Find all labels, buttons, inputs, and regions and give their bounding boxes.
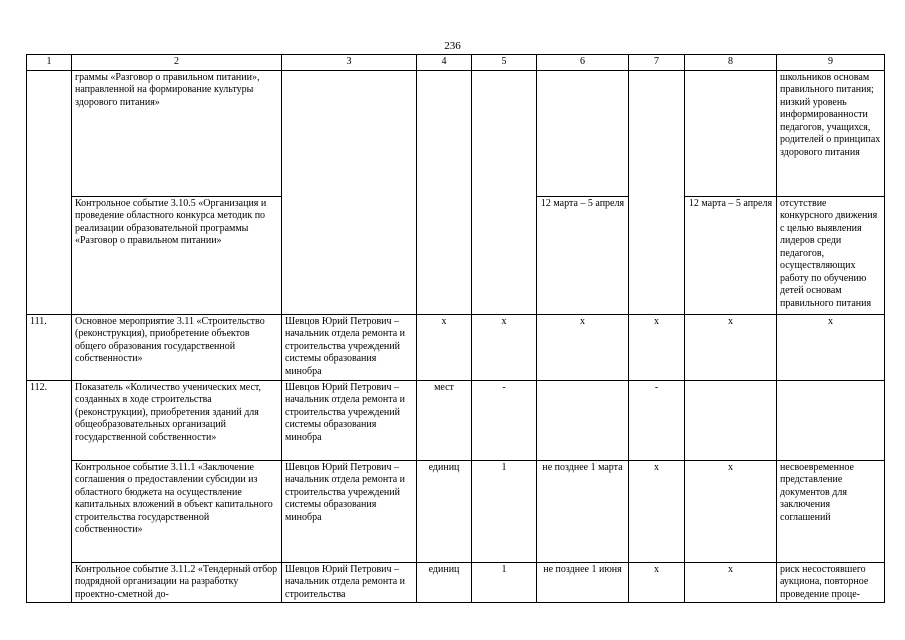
table-cell-risk: несвоевременное представление документов для заключения соглашений (777, 460, 885, 562)
table-cell (537, 380, 629, 460)
table-row (27, 380, 885, 460)
table-cell-responsible: Шевцов Юрий Петрович – начальник отдела ремонта и строительства учреждений системы образования минобра (282, 380, 417, 460)
table-cell: 1 (472, 562, 537, 603)
table-cell (282, 70, 417, 314)
table-cell: x (685, 562, 777, 603)
row-number: 112. (27, 380, 72, 603)
table-cell-risk: риск несостоявшего аукциона, повторное проведение проце- (777, 562, 885, 603)
column-header: 3 (282, 55, 417, 71)
table-cell: x (629, 562, 685, 603)
column-header: 7 (629, 55, 685, 71)
table-cell-name: Показатель «Количество ученических мест, созданных в ходе строительства (реконструкции), приобретения зданий для общеобразовательных организаций государственной собственности» (72, 380, 282, 460)
column-header: 4 (417, 55, 472, 71)
table-cell (685, 70, 777, 196)
table-cell (27, 70, 72, 314)
column-header: 1 (27, 55, 72, 71)
table-cell: - (629, 380, 685, 460)
table-cell: x (685, 314, 777, 380)
table-cell-date: не позднее 1 марта (537, 460, 629, 562)
table-cell (537, 70, 629, 196)
column-header: 8 (685, 55, 777, 71)
table-cell-name: Контрольное событие 3.11.1 «Заключение соглашения о предоставлении субсидии из областного бюджета на осуществление капитальных вложений в объект капитального строительства государственной собственности» (72, 460, 282, 562)
table-cell-unit: единиц (417, 460, 472, 562)
table-cell: x (472, 314, 537, 380)
table-cell-name: Основное мероприятие 3.11 «Строительство (реконструкция), приобретение объектов общего образования государственной собственности» (72, 314, 282, 380)
table-cell-name: Контрольное событие 3.11.2 «Тендерный отбор подрядной организации на разработку проектно-сметной до- (72, 562, 282, 603)
column-header: 9 (777, 55, 885, 71)
table-cell-date: 12 марта – 5 апреля (685, 196, 777, 314)
column-header: 2 (72, 55, 282, 71)
table-cell (417, 70, 472, 314)
table-cell: - (472, 380, 537, 460)
column-header: 5 (472, 55, 537, 71)
table-cell-responsible: Шевцов Юрий Петрович – начальник отдела ремонта и строительства (282, 562, 417, 603)
document-table (26, 54, 885, 603)
table-cell: x (685, 460, 777, 562)
table-cell: x (629, 314, 685, 380)
table-cell: x (777, 314, 885, 380)
table-cell (777, 380, 885, 460)
table-cell (685, 380, 777, 460)
table-cell (629, 70, 685, 314)
row-number: 111. (27, 314, 72, 380)
table-cell-responsible: Шевцов Юрий Петрович – начальник отдела ремонта и строительства учреждений системы образования минобра (282, 460, 417, 562)
table-cell-unit: мест (417, 380, 472, 460)
table-cell: x (537, 314, 629, 380)
table-row (27, 460, 885, 562)
table-cell-name: Контрольное событие 3.10.5 «Организация и проведение областного конкурса методик по реализации образовательной программы «Разговор о правильном питании» (72, 196, 282, 314)
table-cell-name: граммы «Разговор о правильном питании», направленной на формирование культуры здорового питания» (72, 70, 282, 196)
table-row (27, 70, 885, 196)
table-cell: 1 (472, 460, 537, 562)
table-cell-date: 12 марта – 5 апреля (537, 196, 629, 314)
table-cell: x (629, 460, 685, 562)
table-cell-risk: отсутствие конкурсного движения с целью выявления лидеров среди педагогов, осуществляющих работу по обучению детей основам правильного питания (777, 196, 885, 314)
table-cell-risk: школьников основам правильного питания; низкий уровень информированности педагогов, учащихся, родителей о принципах здорового питания (777, 70, 885, 196)
table-cell-responsible: Шевцов Юрий Петрович – начальник отдела ремонта и строительства учреждений системы образования минобра (282, 314, 417, 380)
table-cell: x (417, 314, 472, 380)
column-header: 6 (537, 55, 629, 71)
page-number: 236 (444, 40, 461, 52)
table-cell (472, 70, 537, 314)
table-row (27, 562, 885, 603)
table-row (27, 314, 885, 380)
table-cell-date: не позднее 1 июня (537, 562, 629, 603)
column-number-row (27, 55, 885, 71)
table-cell-unit: единиц (417, 562, 472, 603)
